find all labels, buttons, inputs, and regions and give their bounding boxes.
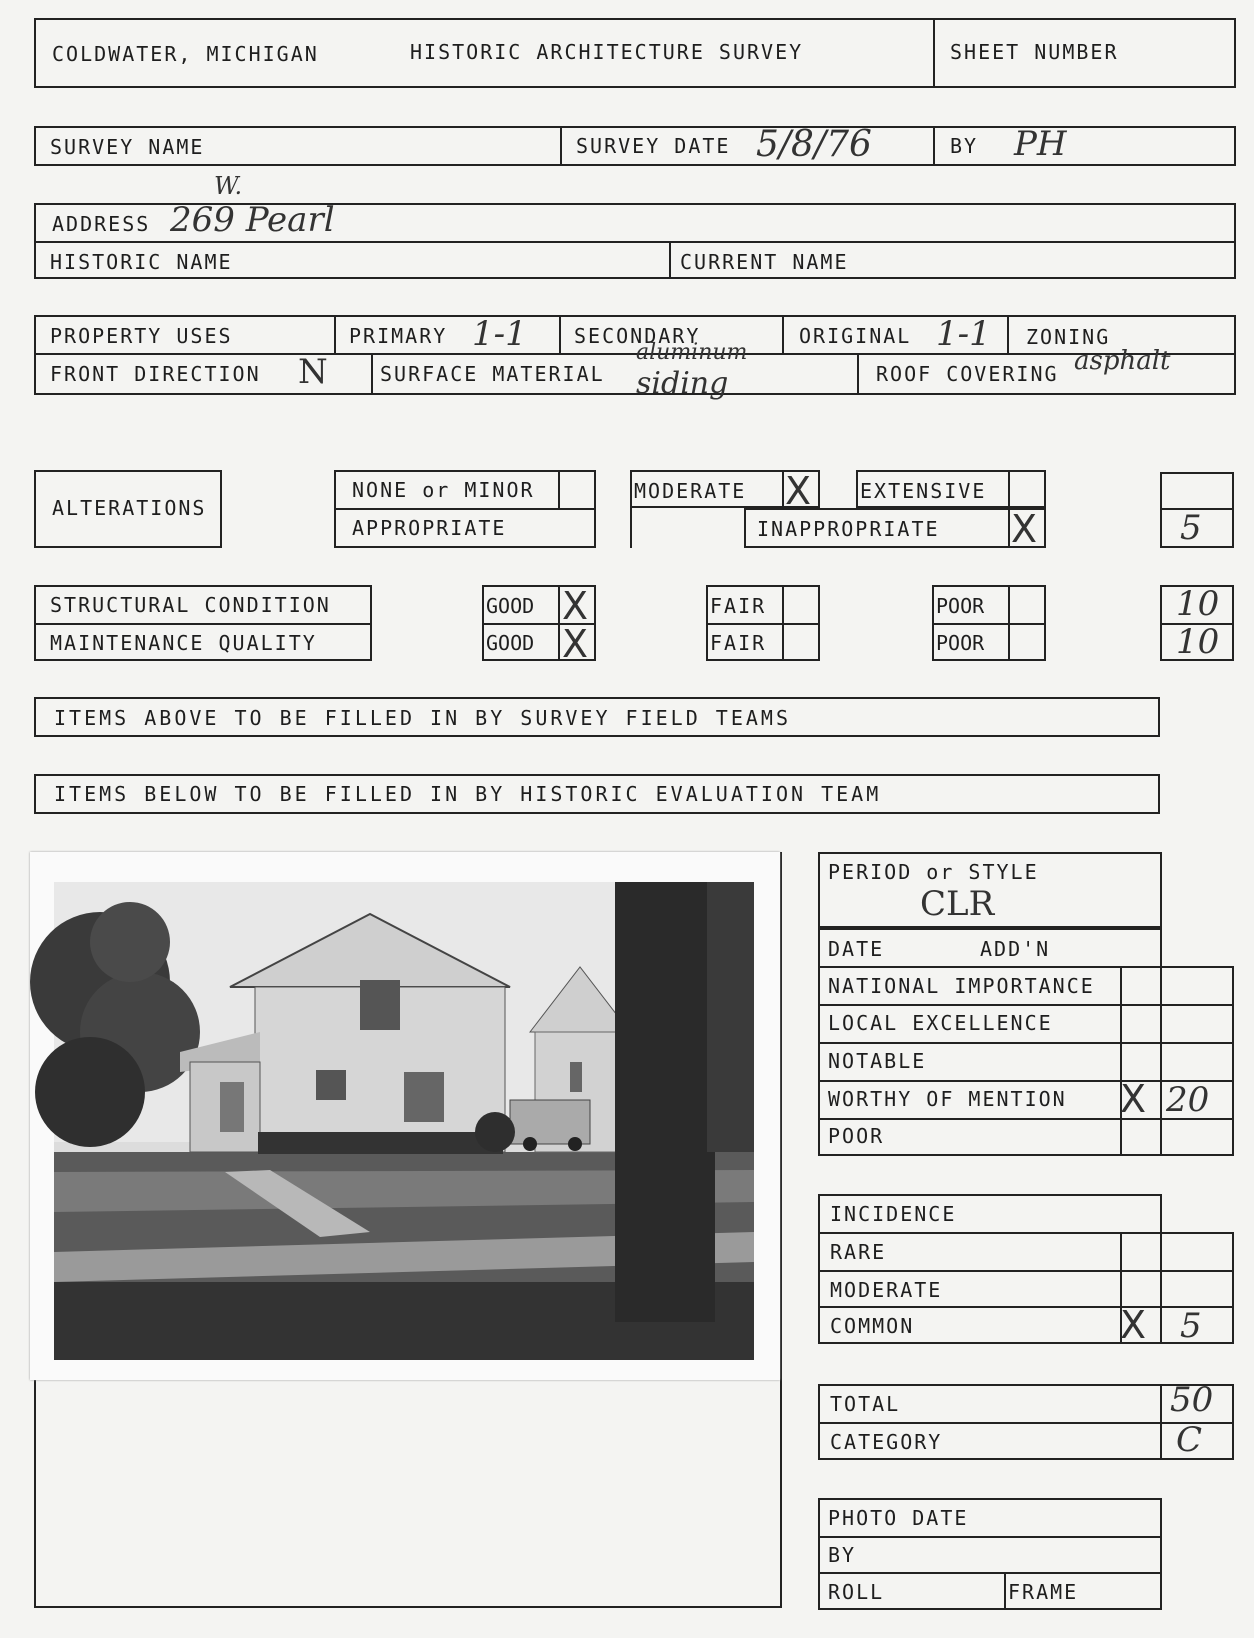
divider	[334, 508, 596, 510]
front-direction-label: FRONT DIRECTION	[50, 362, 261, 386]
surface-material-label: SURFACE MATERIAL	[380, 362, 605, 386]
fair-label-structural: FAIR	[710, 594, 767, 618]
local-label: LOCAL EXCELLENCE	[828, 1011, 1053, 1035]
poor-label-structural: POOR	[936, 594, 985, 618]
divider	[818, 1536, 1162, 1538]
notable-label: NOTABLE	[828, 1049, 927, 1073]
divider	[1008, 585, 1010, 661]
divider	[1008, 508, 1010, 548]
divider	[334, 315, 336, 353]
header-divider	[933, 18, 935, 88]
none-minor-label: NONE or MINOR	[352, 478, 535, 502]
divider	[1160, 1384, 1162, 1460]
address-value: 269 Pearl	[170, 200, 335, 240]
alterations-label: ALTERATIONS	[52, 496, 207, 520]
address-label: ADDRESS	[52, 212, 151, 236]
poor-label-maintenance: POOR	[936, 631, 985, 655]
survey-date-value: 5/8/76	[756, 124, 872, 165]
structural-label: STRUCTURAL CONDITION	[50, 593, 331, 617]
divider	[34, 623, 372, 625]
extensive-label: EXTENSIVE	[860, 479, 987, 503]
incidence-label: INCIDENCE	[830, 1202, 957, 1226]
maintenance-label: MAINTENANCE QUALITY	[50, 631, 317, 655]
divider	[782, 470, 784, 508]
structural-mark: X	[562, 584, 589, 628]
divider	[932, 623, 1046, 625]
historic-name-label: HISTORIC NAME	[50, 250, 233, 274]
appropriate-label: APPROPRIATE	[352, 516, 507, 540]
total-label: TOTAL	[830, 1392, 901, 1416]
divider	[558, 470, 560, 508]
maintenance-score: 10	[1176, 622, 1220, 662]
zoning-label: ZONING	[1026, 325, 1111, 349]
divider	[818, 1004, 1234, 1006]
frame-label: FRAME	[1008, 1580, 1079, 1604]
surface-material-value-2: siding	[636, 366, 729, 401]
survey-title: HISTORIC ARCHITECTURE SURVEY	[410, 40, 804, 64]
divider	[1160, 966, 1162, 1156]
good-label-structural: GOOD	[486, 594, 535, 618]
addn-label: ADD'N	[980, 937, 1051, 961]
original-label: ORIGINAL	[799, 324, 912, 348]
primary-label: PRIMARY	[349, 324, 448, 348]
eval-poor-label: POOR	[828, 1124, 885, 1148]
rare-label: RARE	[830, 1240, 887, 1264]
divider	[818, 1306, 1234, 1308]
divider	[630, 508, 632, 548]
inappropriate-mark: X	[1011, 507, 1038, 551]
alterations-score: 5	[1180, 508, 1202, 548]
sheet-number-label: SHEET NUMBER	[950, 40, 1119, 64]
original-value: 1-1	[936, 314, 991, 354]
divider	[1008, 470, 1010, 508]
front-direction-value: N	[298, 352, 328, 392]
divider	[857, 353, 859, 395]
divider	[1232, 1232, 1234, 1344]
photo-by-label: BY	[828, 1543, 857, 1567]
current-name-label: CURRENT NAME	[680, 250, 849, 274]
incidence-moderate-label: MODERATE	[830, 1278, 943, 1302]
category-label: CATEGORY	[830, 1430, 943, 1454]
primary-value: 1-1	[472, 314, 527, 354]
divider	[818, 1572, 1162, 1574]
period-label: PERIOD or STYLE	[828, 860, 1039, 884]
divider	[933, 126, 935, 166]
house-photo-image	[30, 852, 780, 1380]
divider	[34, 353, 1236, 355]
worthy-label: WORTHY OF MENTION	[828, 1087, 1067, 1111]
common-score: 5	[1180, 1306, 1202, 1346]
national-label: NATIONAL IMPORTANCE	[828, 974, 1095, 998]
secondary-label: SECONDARY	[574, 324, 701, 348]
divider	[371, 353, 373, 395]
survey-by-value: PH	[1014, 124, 1067, 164]
divider	[560, 126, 562, 166]
surface-material-value-1: aluminum	[636, 340, 748, 365]
survey-by-label: BY	[950, 134, 979, 158]
survey-date-label: SURVEY DATE	[576, 134, 731, 158]
divider	[782, 585, 784, 661]
total-value: 50	[1170, 1380, 1214, 1420]
period-value: CLR	[920, 884, 995, 924]
divider	[558, 585, 560, 661]
divider	[818, 1042, 1234, 1044]
divider	[782, 315, 784, 353]
roof-covering-value: asphalt	[1074, 346, 1171, 376]
moderate-mark: X	[785, 469, 812, 513]
divider	[1004, 1572, 1006, 1610]
inappropriate-label: INAPPROPRIATE	[757, 517, 940, 541]
survey-name-label: SURVEY NAME	[50, 135, 205, 159]
divider	[706, 623, 820, 625]
divider	[1007, 315, 1009, 353]
structural-score: 10	[1176, 584, 1220, 624]
fair-label-maintenance: FAIR	[710, 631, 767, 655]
notes-above: ITEMS ABOVE TO BE FILLED IN BY SURVEY FIELD TEAMS	[54, 706, 792, 730]
worthy-score: 20	[1166, 1080, 1210, 1120]
moderate-label: MODERATE	[634, 479, 747, 503]
divider	[1120, 966, 1122, 1156]
common-label: COMMON	[830, 1314, 915, 1338]
divider	[818, 1232, 1234, 1234]
divider	[818, 1270, 1234, 1272]
category-value: C	[1176, 1420, 1203, 1460]
roll-label: ROLL	[828, 1580, 885, 1604]
notes-below: ITEMS BELOW TO BE FILLED IN BY HISTORIC EVALUATION TEAM	[54, 782, 882, 806]
photo-date-label: PHOTO DATE	[828, 1506, 969, 1530]
divider	[818, 1422, 1234, 1424]
eval-date-label: DATE	[828, 937, 885, 961]
property-uses-label: PROPERTY USES	[50, 324, 233, 348]
maintenance-mark: X	[562, 622, 589, 666]
divider	[669, 241, 671, 279]
divider	[559, 315, 561, 353]
house-photo	[30, 852, 780, 1380]
city-label: COLDWATER, MICHIGAN	[52, 42, 319, 66]
roof-covering-label: ROOF COVERING	[876, 362, 1059, 386]
good-label-maintenance: GOOD	[486, 631, 535, 655]
common-mark: X	[1120, 1303, 1147, 1347]
divider	[34, 241, 1236, 243]
address-note: W.	[214, 172, 243, 200]
worthy-mark: X	[1120, 1077, 1147, 1121]
